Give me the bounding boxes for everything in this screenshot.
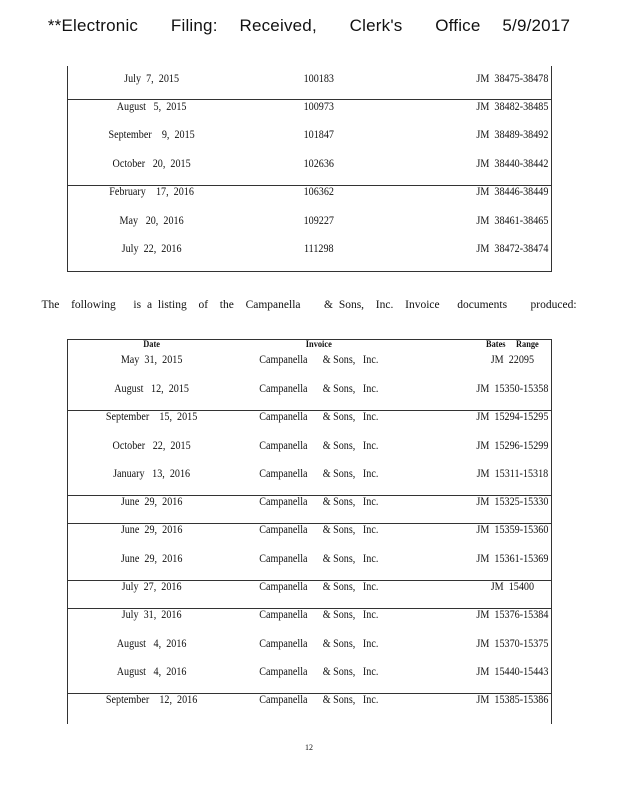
row-number: 106362	[303, 186, 334, 198]
row-invoice: Campanella & Sons, Inc.	[259, 666, 379, 678]
row-date: August 12, 2015	[114, 383, 189, 395]
row-bates: JM 15294-15295	[476, 411, 549, 423]
row-date: July 27, 2016	[121, 581, 182, 593]
table-row	[68, 666, 549, 686]
table-row	[68, 524, 549, 544]
table-row	[68, 553, 549, 573]
row-date: July 31, 2016	[121, 609, 182, 621]
row-date: September 12, 2016	[105, 694, 198, 706]
row-date: August 4, 2016	[116, 638, 187, 650]
header-date: Date	[143, 340, 160, 350]
table-row	[68, 101, 549, 121]
row-date: June 29, 2016	[120, 496, 183, 508]
row-date: May 31, 2015	[120, 354, 183, 366]
row-bates: JM 15359-15360	[476, 524, 549, 536]
invoice-number-table	[67, 66, 552, 272]
table-row	[68, 186, 549, 206]
row-bates: JM 38461-38465	[476, 215, 549, 227]
row-bates: JM 15350-15358	[476, 383, 549, 395]
row-invoice: Campanella & Sons, Inc.	[259, 694, 379, 706]
row-invoice: Campanella & Sons, Inc.	[259, 468, 379, 480]
table-row	[68, 496, 549, 516]
row-date: June 29, 2016	[120, 524, 183, 536]
table-row	[68, 638, 549, 658]
table-row	[68, 411, 549, 431]
table-row	[68, 243, 549, 263]
row-number: 101847	[303, 129, 334, 141]
row-date: July 7, 2015	[124, 73, 180, 85]
header-invoice: Invoice	[305, 340, 332, 350]
row-date: October 22, 2015	[112, 440, 191, 452]
row-date: August 4, 2016	[116, 666, 187, 678]
row-bates: JM 15361-15369	[476, 553, 549, 565]
row-invoice: Campanella & Sons, Inc.	[259, 440, 379, 452]
row-number: 111298	[303, 243, 334, 255]
row-date: January 13, 2016	[113, 468, 191, 480]
row-bates: JM 15440-15443	[476, 666, 549, 678]
row-date: October 20, 2015	[112, 158, 191, 170]
table-row	[68, 158, 549, 178]
row-date: July 22, 2016	[121, 243, 182, 255]
row-date: June 29, 2016	[120, 553, 183, 565]
row-date: August 5, 2015	[116, 101, 187, 113]
row-bates: JM 15311-15318	[476, 468, 549, 480]
row-date: February 17, 2016	[109, 186, 194, 198]
row-bates: JM 38475-38478	[476, 73, 549, 85]
row-invoice: Campanella & Sons, Inc.	[259, 609, 379, 621]
row-date: May 20, 2016	[119, 215, 184, 227]
row-number: 102636	[303, 158, 334, 170]
table-row	[68, 581, 535, 601]
row-bates: JM 15296-15299	[476, 440, 549, 452]
table-row	[68, 129, 549, 149]
intro-sentence: The following is a listing of the Campanella & Sons, Inc. Invoice documents produced:	[41, 299, 577, 311]
table-row	[68, 609, 549, 629]
row-invoice: Campanella & Sons, Inc.	[259, 496, 379, 508]
row-bates: JM 38482-38485	[476, 101, 549, 113]
row-date: September 9, 2015	[108, 129, 195, 141]
page-number: 12	[305, 743, 313, 752]
table-header-row	[68, 340, 539, 352]
table-row	[68, 215, 549, 235]
row-invoice: Campanella & Sons, Inc.	[259, 524, 379, 536]
filing-stamp-header: **Electronic Filing: Received, Clerk's Office 5/9/2017	[47, 16, 571, 35]
row-invoice: Campanella & Sons, Inc.	[259, 581, 379, 593]
row-invoice: Campanella & Sons, Inc.	[259, 354, 379, 366]
row-bates: JM 38440-38442	[476, 158, 549, 170]
row-bates: JM 15385-15386	[476, 694, 549, 706]
row-bates: JM 22095	[490, 354, 535, 366]
campanella-invoice-table	[67, 339, 552, 724]
header-bates-range: Bates Range	[486, 340, 539, 350]
row-bates: JM 15370-15375	[476, 638, 549, 650]
row-invoice: Campanella & Sons, Inc.	[259, 553, 379, 565]
table-row	[68, 468, 549, 488]
table-row	[68, 694, 549, 714]
row-bates: JM 15376-15384	[476, 609, 549, 621]
row-number: 100183	[303, 73, 334, 85]
row-bates: JM 15400	[490, 581, 535, 593]
row-bates: JM 15325-15330	[476, 496, 549, 508]
row-bates: JM 38472-38474	[476, 243, 549, 255]
row-number: 100973	[303, 101, 334, 113]
row-divider	[68, 99, 551, 100]
row-date: September 15, 2015	[105, 411, 198, 423]
table-row	[68, 73, 549, 93]
row-invoice: Campanella & Sons, Inc.	[259, 383, 379, 395]
table-row	[68, 354, 535, 374]
row-bates: JM 38489-38492	[476, 129, 549, 141]
row-number: 109227	[303, 215, 334, 227]
table-row	[68, 383, 549, 403]
row-invoice: Campanella & Sons, Inc.	[259, 638, 379, 650]
row-invoice: Campanella & Sons, Inc.	[259, 411, 379, 423]
table-row	[68, 440, 549, 460]
row-bates: JM 38446-38449	[476, 186, 549, 198]
